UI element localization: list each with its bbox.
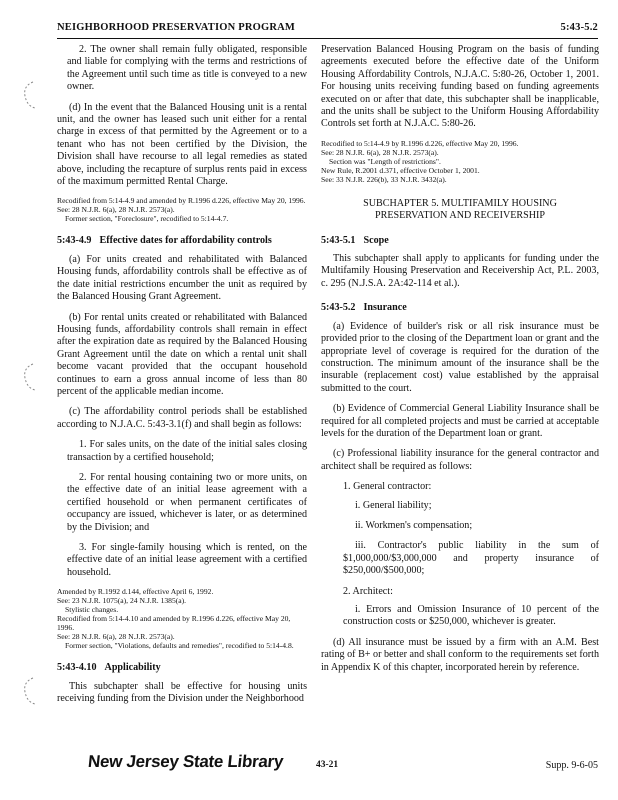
section-number: 5:43-4.9 xyxy=(57,235,92,247)
paragraph: (b) For rental units created or rehabilitated with Balanced Housing funds, affordability controls shall remain in effect after the expiration date as required by the Balanced Housing Grant Agreement until the date on which a rental unit shall become vacant provided that the occupant household continues to earn a gross annual income of less than 80 percent of the applicable median income. xyxy=(57,311,307,397)
section-title: Applicability xyxy=(104,662,161,674)
header-rule xyxy=(57,38,598,39)
history-note xyxy=(321,139,599,184)
section-number: 5:43-4.10 xyxy=(57,662,97,674)
history-line: See: 28 N.J.R. 6(a), 28 N.J.R. 2573(a). xyxy=(57,632,175,642)
history-note xyxy=(57,196,307,223)
section-number: 5:43-5.2 xyxy=(321,302,356,314)
history-line: See: 23 N.J.R. 1075(a), 24 N.J.R. 1385(a). xyxy=(57,596,187,606)
paragraph: (d) In the event that the Balanced Housing unit is a rental unit, and the owner has leased such unit either for a rental charge in excess of that permitted by the Agreement or to a tenant who has not been certified by the Division, the Division shall have recourse to all legal remedies as stated above, including the recapture of surplus rents paid in excess of the maximum permitted Rental Charge. xyxy=(57,101,307,188)
section-heading xyxy=(57,662,307,674)
paragraph: (d) All insurance must be issued by a firm with an A.M. Best rating of B+ or better and shall conform to the requirements set forth in Appendix K of this chapter, incorporated herein by reference. xyxy=(321,636,599,673)
list-item: 1. General contractor: xyxy=(343,481,432,493)
history-line: Former section, "Violations, defaults and remedies", recodified to 5:14-4.8. xyxy=(65,641,294,651)
subchapter-line: PRESERVATION AND RECEIVERSHIP xyxy=(374,210,546,222)
paragraph: (a) Evidence of builder's risk or all risk insurance must be provided prior to the closing of the Department loan or grant and the appropriate level of coverage is required for the duration of the construction. The minimum amount of the insurance shall be the insurable (replacement cost) value established by the appraisal submitted to the court. xyxy=(321,320,599,394)
history-line: Section was "Length of restrictions". xyxy=(329,156,441,166)
library-stamp: New Jersey State Library xyxy=(87,752,285,771)
punch-hole-mark xyxy=(21,362,39,392)
running-header xyxy=(57,22,598,33)
right-column xyxy=(321,44,599,682)
section-heading xyxy=(321,235,599,247)
section-number: 5:43-5.1 xyxy=(321,234,356,246)
paragraph: This subchapter shall apply to applicants for funding under the Multifamily Housing Preservation and Receivership Act, P.L. 2003, c. 295 (N.J.S.A. 2A:42-114 et al.). xyxy=(321,253,599,289)
section-heading xyxy=(321,302,599,314)
list-item: 2. Architect: xyxy=(343,585,393,597)
supplement-date: Supp. 9-6-05 xyxy=(545,760,598,771)
paragraph: (c) The affordability control periods shall be established according to N.J.A.C. 5:43-3.1(f) and shall begin as follows: xyxy=(57,406,307,430)
paragraph: This subchapter shall be effective for housing units receiving funding from the Division under the Neighborhood xyxy=(57,680,307,705)
history-line: Stylistic changes. xyxy=(65,605,119,615)
header-title: NEIGHBORHOOD PRESERVATION PROGRAM xyxy=(57,22,296,33)
section-title: Effective dates for affordability controls xyxy=(99,235,272,247)
left-column xyxy=(57,44,307,713)
punch-hole-mark xyxy=(21,676,39,706)
history-line: Former section, "Foreclosure", recodified to 5:14-4.7. xyxy=(65,214,229,224)
list-item: ii. Workmen's compensation; xyxy=(355,519,473,531)
header-section: 5:43-5.2 xyxy=(560,22,598,33)
history-line: See: 28 N.J.R. 6(a), 28 N.J.R. 2573(a). xyxy=(321,147,439,157)
paragraph: 2. The owner shall remain fully obligated, responsible and liable for complying with the terms and restrictions of the Agreement until such time as title is conveyed to a new owner. xyxy=(67,44,307,93)
history-line: New Rule, R.2001 d.371, effective October 1, 2001. xyxy=(321,165,480,175)
subchapter-heading xyxy=(321,198,599,223)
list-item: 1. For sales units, on the date of the initial sales closing transaction by a certified household; xyxy=(67,439,307,463)
paragraph: Preservation Balanced Housing Program on the basis of funding agreements executed before the effective date of the Uniform Housing Affordability Controls, N.J.A.C. 5:80-26, October 1, 2001. For housing units receiving funding based on funding agreements executed on or after that date, this subchapter shall be inapplicable, and the units shall be subject to the Uniform Housing Affordability Controls set forth at N.J.A.C. 5:80-26. xyxy=(321,44,599,130)
list-item: 2. For rental housing containing two or more units, on the effective date of an initial lease agreement with a certified household or when permanent certificates of occupancy are issued, whichever is later, or as determined by the Division; and xyxy=(67,471,307,533)
paragraph: (a) For units created and rehabilitated with Balanced Housing funds, affordability controls shall be effective as of the date initial restrictions encumber the unit as required by the Balanced Housing Grant Agreement. xyxy=(57,253,307,303)
list-item: i. General liability; xyxy=(355,499,432,511)
history-line: See: 28 N.J.R. 6(a), 28 N.J.R. 2573(a). xyxy=(57,205,175,215)
list-item: 3. For single-family housing which is rented, on the effective date of an initial lease agreement with a certified household. xyxy=(67,542,307,578)
history-note xyxy=(57,587,307,650)
section-title: Scope xyxy=(363,234,389,246)
history-line: Recodified from 5:14-4.9 and amended by R.1996 d.226, effective May 20, 1996. xyxy=(57,196,306,206)
subchapter-line: SUBCHAPTER 5. MULTIFAMILY HOUSING xyxy=(363,197,557,209)
history-line: Recodified to 5:14-4.9 by R.1996 d.226, effective May 20, 1996. xyxy=(321,138,519,148)
history-line: Recodified from 5:14-4.10 and amended by R.1996 d.226, effective May 20, 1996. xyxy=(57,614,291,633)
history-line: See: 33 N.J.R. 226(b), 33 N.J.R. 3432(a). xyxy=(321,174,447,184)
paragraph: (b) Evidence of Commercial General Liability Insurance shall be required for all completed projects and must be carried at acceptable levels for the duration of the Department loan or grant. xyxy=(321,403,599,439)
section-title: Insurance xyxy=(363,302,407,314)
paragraph: (c) Professional liability insurance for the general contractor and architect shall be required as follows: xyxy=(321,448,599,472)
section-heading xyxy=(57,235,307,247)
page-number: 43-21 xyxy=(316,760,339,770)
list-item: i. Errors and Omission Insurance of 10 percent of the construction costs or $250,000, whichever is greater. xyxy=(343,604,599,628)
history-line: Amended by R.1992 d.144, effective April 6, 1992. xyxy=(57,587,214,597)
list-item: iii. Contractor's public liability in the sum of $1,000,000/$3,000,000 and property insurance of $250,000/$500,000; xyxy=(343,540,599,577)
punch-hole-mark xyxy=(21,80,39,110)
